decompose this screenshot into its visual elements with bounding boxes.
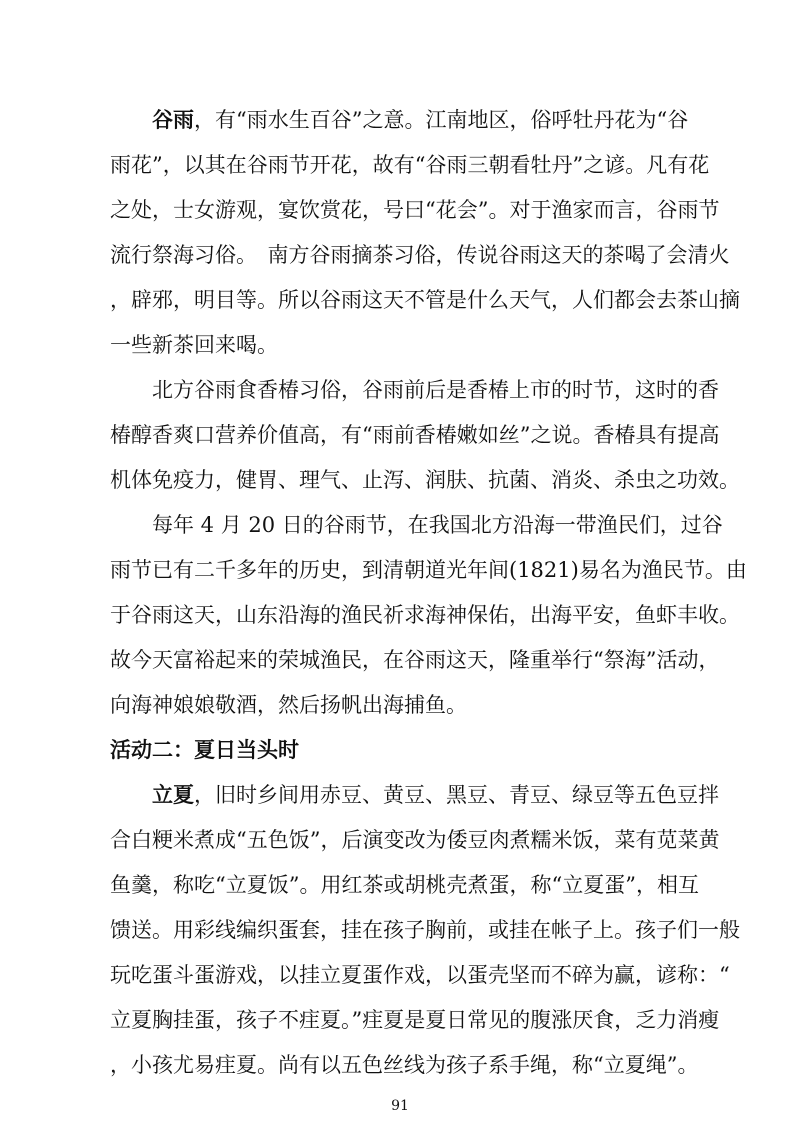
term-lixia: 立夏 <box>152 782 194 807</box>
paragraph-lixia-line-4: 馈送。用彩线编织蛋套，挂在孩子胸前，或挂在帐子上。孩子们一般 <box>110 918 740 942</box>
paragraph-guyu-line-4: 流行祭海习俗。 南方谷雨摘茶习俗，传说谷雨这天的茶喝了会清火 <box>110 243 730 267</box>
paragraph-guyu-text-1: ，有“雨水生百谷”之意。江南地区，俗呼牡丹花为“谷 <box>194 108 689 132</box>
term-guyu: 谷雨 <box>152 107 194 132</box>
paragraph-guyu-line-2: 雨花”，以其在谷雨节开花，故有“谷雨三朝看牡丹”之谚。凡有花 <box>110 153 710 177</box>
page-number: 91 <box>391 1098 409 1114</box>
paragraph-guyu-line-6: 一些新茶回来喝。 <box>110 333 278 357</box>
paragraph-lixia-line-5: 玩吃蛋斗蛋游戏，以挂立夏蛋作戏，以蛋壳坚而不碎为赢，谚称：“ <box>110 963 730 987</box>
paragraph-yumin-line-2: 雨节已有二千多年的历史，到清朝道光年间(1821)易名为渔民节。由 <box>110 558 747 582</box>
paragraph-yumin-line-1: 每年 4 月 20 日的谷雨节，在我国北方沿海一带渔民们，过谷 <box>152 513 723 537</box>
paragraph-lixia-line-2: 合白粳米煮成“五色饭”，后演变改为倭豆肉煮糯米饭，菜有苋菜黄 <box>110 828 720 852</box>
section-heading: 活动二：夏日当头时 <box>110 737 299 762</box>
paragraph-lixia-line-6: 立夏胸挂蛋，孩子不疰夏。”疰夏是夏日常见的腹涨厌食，乏力消瘦 <box>110 1008 720 1032</box>
paragraph-yumin-line-3: 于谷雨这天，山东沿海的渔民祈求海神保佑，出海平安，鱼虾丰收。 <box>110 603 740 627</box>
paragraph-lixia-line-7: ，小孩尤易疰夏。尚有以五色丝线为孩子系手绳，称“立夏绳”。 <box>110 1053 699 1077</box>
paragraph-guyu-line-5: ，辟邪，明目等。所以谷雨这天不管是什么天气，人们都会去茶山摘 <box>110 288 740 312</box>
paragraph-yumin-line-5: 向海神娘娘敬酒，然后扬帆出海捕鱼。 <box>110 693 467 717</box>
paragraph-guyu-line-3: 之处，士女游观，宴饮赏花，号曰“花会”。对于渔家而言，谷雨节 <box>110 198 720 222</box>
paragraph-xiangchun-line-3: 机体免疫力，健胃、理气、止泻、润肤、抗菌、消炎、杀虫之功效。 <box>110 468 740 492</box>
paragraph-lixia-line-1 <box>152 775 719 815</box>
paragraph-guyu-line-1 <box>152 100 690 140</box>
paragraph-lixia-text-1: ，旧时乡间用赤豆、黄豆、黑豆、青豆、绿豆等五色豆拌 <box>194 783 719 807</box>
paragraph-xiangchun-line-1: 北方谷雨食香椿习俗，谷雨前后是香椿上市的时节，这时的香 <box>152 378 719 402</box>
paragraph-xiangchun-line-2: 椿醇香爽口营养价值高，有“雨前香椿嫩如丝”之说。香椿具有提高 <box>110 423 720 447</box>
paragraph-yumin-line-4: 故今天富裕起来的荣城渔民，在谷雨这天，隆重举行“祭海”活动， <box>110 648 720 672</box>
paragraph-lixia-line-3: 鱼羹，称吃“立夏饭”。用红茶或胡桃壳煮蛋，称“立夏蛋”，相互 <box>110 873 699 897</box>
